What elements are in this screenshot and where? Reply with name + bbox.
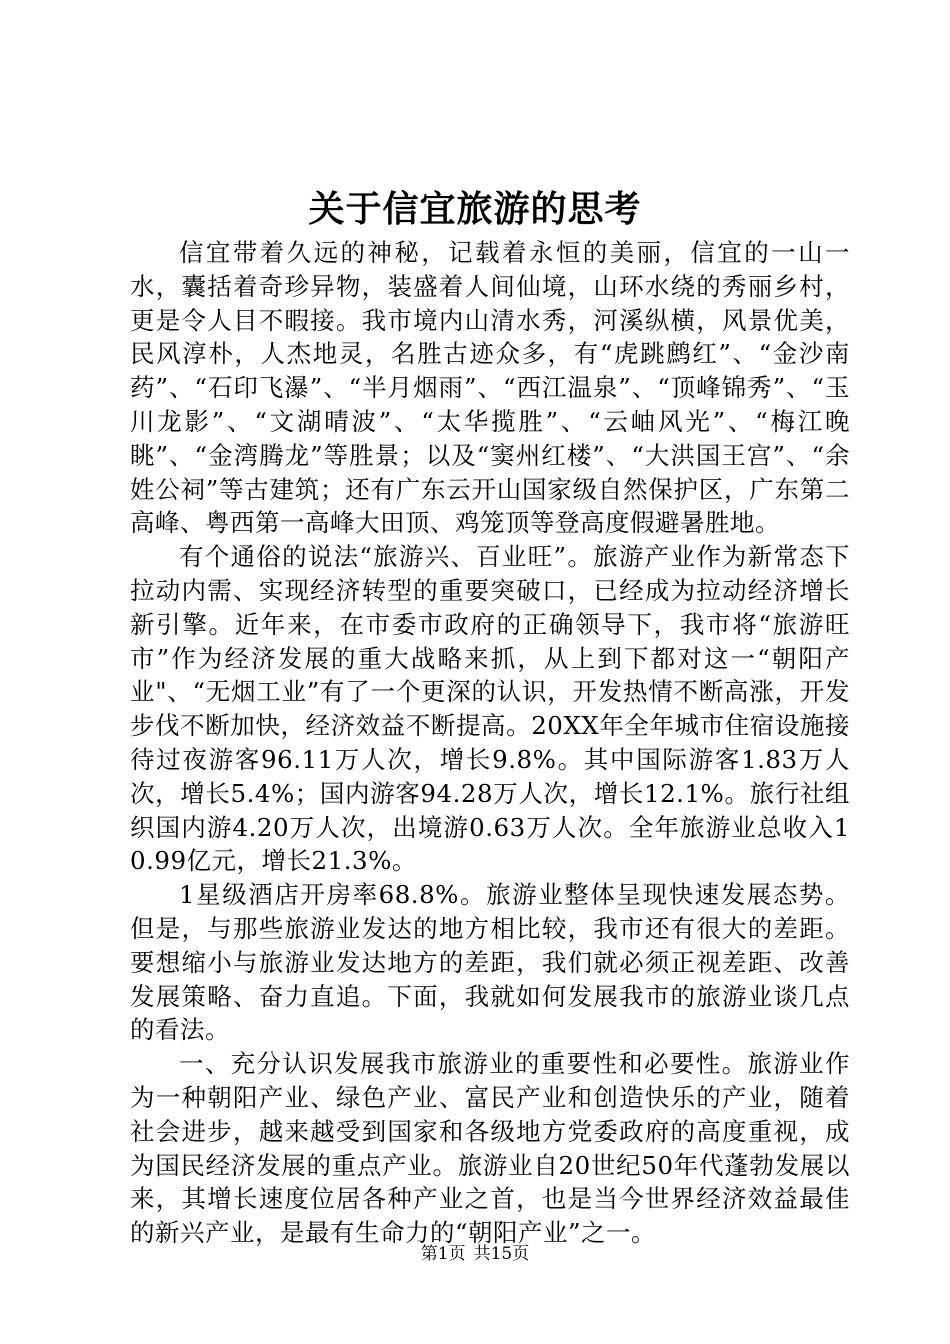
page-number: 第1页 xyxy=(420,1244,466,1264)
page-footer xyxy=(0,1242,950,1266)
paragraph-2: 有个通俗的说法“旅游兴、百业旺”。旅游产业作为新常态下拉动内需、实现经济转型的重要突破口，已经成为拉动经济增长新引擎。近年来，在市委市政府的正确领导下，我市将“旅游旺市”作为经济发展的重大战略来抓，从上到下都对这一“朝阳产业"、“无烟工业”有了一个更深的认识，开发热情不断高涨，开发步伐不断加快，经济效益不断提高。20XX年全年城市住宿设施接待过夜游客96.11万人次，增长9.8%。其中国际游客1.83万人次，增长5.4%；国内游客94.28万人次，增长12.1%。旅行社组织国内游4.20万人次，出境游0.63万人次。全年旅游业总收入10.99亿元，增长21.3%。 xyxy=(130,542,850,876)
document-body xyxy=(130,236,850,1250)
page-total: 共15页 xyxy=(473,1244,530,1264)
paragraph-4: 一、充分认识发展我市旅游业的重要性和必要性。旅游业作为一种朝阳产业、绿色产业、富民产业和创造快乐的产业，随着社会进步，越来越受到国家和各级地方党委政府的高度重视，成为国民经济发展的重点产业。旅游业自20世纪50年代蓬勃发展以来，其增长速度位居各种产业之首，也是当今世界经济效益最佳的新兴产业，是最有生命力的“朝阳产业”之一。 xyxy=(130,1049,850,1248)
paragraph-1: 信宜带着久远的神秘，记载着永恒的美丽，信宜的一山一水，囊括着奇珍异物，装盛着人间仙境，山环水绕的秀丽乡村，更是令人目不暇接。我市境内山清水秀，河溪纵横，风景优美，民风淳朴，人杰地灵，名胜古迹众多，有“虎跳鹧红”、“金沙南药”、“石印飞瀑”、“半月烟雨”、“西江温泉”、“顶峰锦秀”、“玉川龙影”、“文湖晴波”、“太华揽胜”、“云岫风光”、“梅江晚眺”、“金湾腾龙”等胜景；以及“窦州红楼”、“大洪国王宫”、“余姓公祠”等古建筑；还有广东云开山国家级自然保护区，广东第二高峰、粤西第一高峰大田顶、鸡笼顶等登高度假避暑胜地。 xyxy=(130,238,850,538)
paragraph-3: 1星级酒店开房率68.8%。旅游业整体呈现快速发展态势。但是，与那些旅游业发达的地方相比较，我市还有很大的差距。要想缩小与旅游业发达地方的差距，我们就必须正视差距、改善发展策略、奋力直追。下面，我就如何发展我市的旅游业谈几点的看法。 xyxy=(130,880,850,1045)
document-title: 关于信宜旅游的思考 xyxy=(308,188,642,230)
